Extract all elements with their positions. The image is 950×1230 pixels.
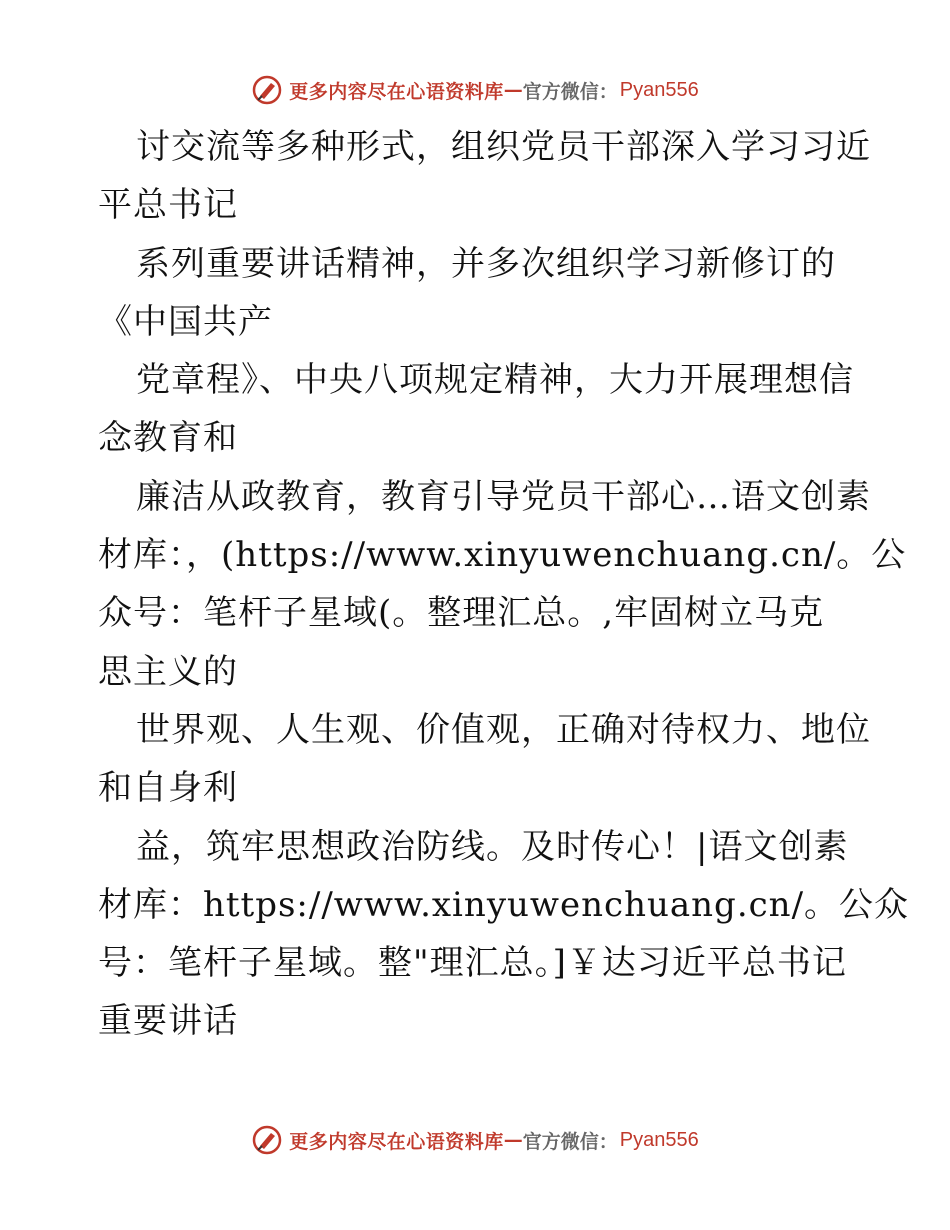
brand-logo-icon	[251, 1124, 283, 1156]
body-line: 系列重要讲话精神，并多次组织学习新修订的	[136, 243, 836, 284]
header-brand-text: 更多内容尽在心语资料库	[289, 80, 504, 103]
body-line: 平总书记	[98, 185, 238, 226]
body-line: 世界观、人生观、价值观，正确对待权力、地位	[136, 709, 871, 750]
footer-wechat-id: Pyan556	[619, 1128, 699, 1151]
body-line: 念教育和	[98, 418, 238, 459]
footer-brand-text: 更多内容尽在心语资料库	[289, 1130, 504, 1153]
body-line: 材库：https://www.xinyuwenchuang.cn/。公众	[98, 884, 910, 925]
body-line: 众号：笔杆子星域(。整理汇总。,牢固树立马克	[98, 593, 825, 634]
body-line: 讨交流等多种形式，组织党员干部深入学习习近	[136, 127, 871, 167]
body-line: 重要讲话	[98, 1001, 238, 1042]
body-line: 党章程》、中央八项规定精神，大力开展理想信	[136, 360, 854, 401]
header-separator: —	[503, 79, 523, 101]
body-line: 廉洁从政教育，教育引导党员干部心…语文创素	[136, 476, 871, 517]
footer-banner	[0, 1120, 950, 1160]
body-line: 《中国共产	[98, 301, 273, 342]
body-line: 材库：，(https://www.xinyuwenchuang.cn/。公	[98, 535, 907, 576]
body-line: 益，筑牢思想政治防线。及时传心！|语文创素	[136, 826, 849, 867]
footer-sub-text: 官方微信：	[522, 1130, 618, 1153]
body-line: 号：笔杆子星域。整"理汇总。]￥达习近平总书记	[98, 943, 847, 984]
header-banner	[0, 70, 950, 110]
header-sub-text: 官方微信：	[522, 80, 618, 103]
body-line: 思主义的	[98, 651, 238, 692]
brand-logo-icon	[251, 74, 283, 106]
header-wechat-id: Pyan556	[619, 78, 699, 101]
footer-separator: —	[503, 1129, 523, 1151]
body-line: 和自身利	[98, 768, 238, 809]
document-body	[98, 118, 910, 1051]
